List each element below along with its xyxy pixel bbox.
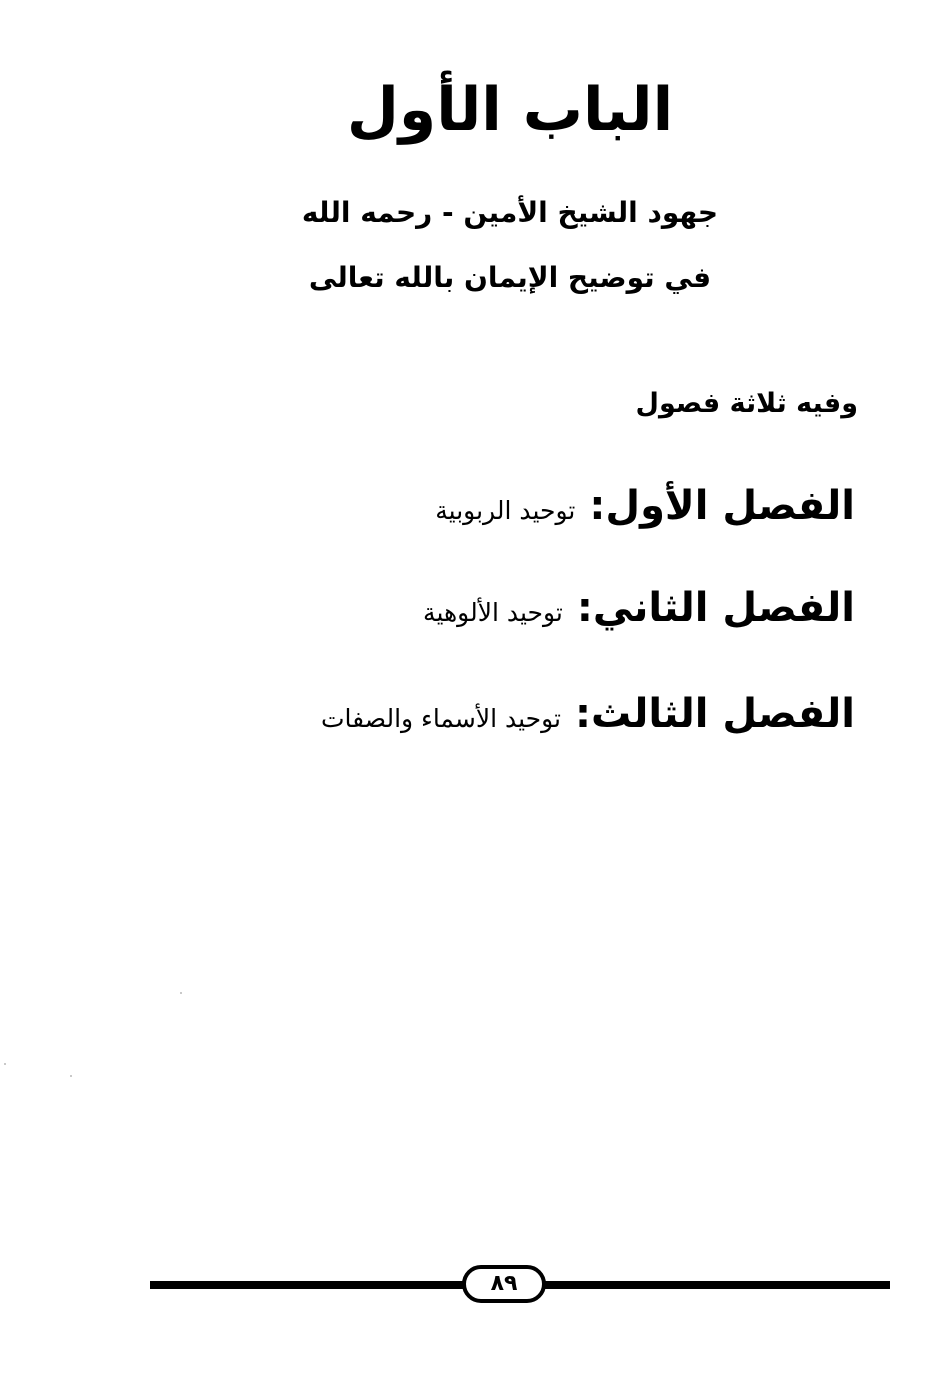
chapter-2-entry (423, 580, 855, 644)
subtitle-line-2: في توضيح الإيمان بالله تعالى (308, 261, 712, 294)
part-title: الباب الأول (346, 75, 674, 145)
scan-speck (70, 1075, 72, 1077)
chapter-colon: : (576, 585, 593, 631)
scan-speck (180, 992, 182, 994)
chapter-colon: : (589, 483, 606, 529)
chapters-intro: وفيه ثلاثة فصول (635, 388, 858, 419)
page-number: ٨٩ (462, 1265, 546, 1303)
subtitle-line-1: جهود الشيخ الأمين - رحمه الله (301, 196, 719, 229)
chapter-topic: توحيد الألوهية (423, 598, 563, 627)
chapter-label: الفصل الثالث (590, 691, 855, 737)
chapter-colon: : (574, 691, 591, 737)
chapter-3-entry (321, 686, 855, 750)
scan-speck (4, 1063, 6, 1065)
chapter-label: الفصل الأول (605, 483, 855, 529)
chapter-topic: توحيد الربوبية (435, 496, 576, 525)
chapter-label: الفصل الثاني (592, 585, 855, 631)
chapter-1-entry (435, 478, 855, 542)
chapter-topic: توحيد الأسماء والصفات (321, 704, 561, 733)
